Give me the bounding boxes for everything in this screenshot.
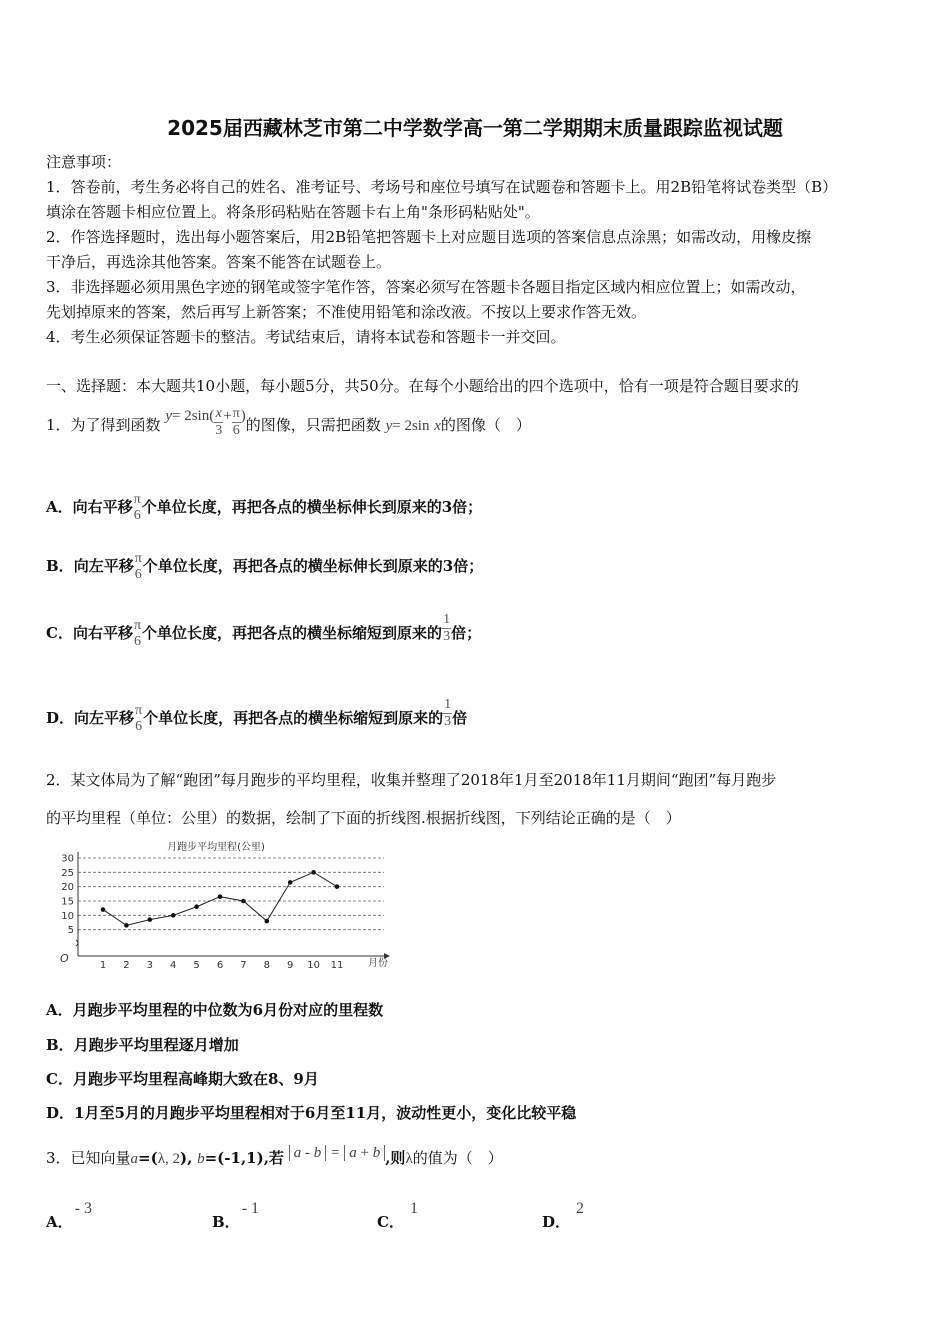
abs-a: a <box>293 1145 302 1161</box>
chart-x-tick-label: 1 <box>99 960 107 971</box>
abs-a: a <box>349 1145 357 1161</box>
option-pre: 向左平移 <box>74 709 135 727</box>
q1-prefix: 1．为了得到函数 <box>46 416 161 434</box>
chart-x-tick-label: 3 <box>146 960 153 971</box>
notice-line: 3．非选择题必须用黑色字迹的钢笔或签字笔作答，答案必须写在答题卡各题目指定区域内相应位置上；如需改动， <box>46 278 806 296</box>
q3-eq1: =( <box>138 1149 158 1167</box>
frac-den: 6 <box>134 567 142 582</box>
abs-b: b <box>313 1145 322 1161</box>
q1-option-c[interactable] <box>46 604 481 662</box>
chart-x-axis-label: 月份 <box>368 958 388 969</box>
chart-y-tick-label: 5 <box>67 925 74 937</box>
q2-option-a[interactable] <box>46 998 383 1022</box>
chart-y-tick-label: 25 <box>61 867 74 879</box>
running-line-chart <box>56 838 396 972</box>
chart-data-point <box>124 923 129 928</box>
q3-vector-a: a <box>130 1151 139 1167</box>
chart-x-tick-label: 2 <box>123 960 130 971</box>
q3-comma2: , 2 <box>165 1151 180 1167</box>
abs-plus: + <box>360 1145 369 1161</box>
option-text: 月跑步平均里程高峰期大致在8、9月 <box>72 1070 319 1088</box>
q2-option-b[interactable] <box>46 1033 239 1057</box>
option-label: C． <box>46 1070 73 1088</box>
notice-line: 1．答卷前，考生务必将自己的姓名、准考证号、考场号和座位号填写在试题卷和答题卡上。用2B铅笔将试卷类型（B） <box>46 178 838 196</box>
q1-mid: 的图像，只需把函数 <box>245 416 381 434</box>
option-label: D． <box>46 1104 75 1122</box>
option-label: A． <box>46 1001 73 1019</box>
question-1 <box>46 400 531 450</box>
option-post: 个单位长度，再把各点的横坐标伸长到原来的3倍； <box>142 557 484 575</box>
chart-x-tick-label: 10 <box>307 960 320 971</box>
fraction-pi-6 <box>134 551 143 583</box>
option-end: 倍； <box>451 624 482 642</box>
q3-option-b[interactable] <box>212 1196 259 1232</box>
q1-frac-num: π <box>232 405 240 421</box>
q3-option-d[interactable] <box>542 1196 584 1232</box>
frac-den: 3 <box>443 628 451 644</box>
q1-func1-eq: = 2sin( <box>172 408 215 424</box>
q3-abs-sum <box>344 1145 385 1161</box>
fraction-pi-6 <box>134 703 143 735</box>
abs-b: b <box>372 1145 381 1161</box>
option-pre: 向右平移 <box>72 498 133 516</box>
option-label: A． <box>46 1213 73 1231</box>
notice-line: 4．考生必须保证答题卡的整洁。考试结束后，请将本试卷和答题卡一并交回。 <box>46 328 566 346</box>
q1-plus: + <box>223 408 232 424</box>
fraction-pi-6 <box>133 492 142 524</box>
page-title: 2025届西藏林芝市第二中学数学高一第二学期期末质量跟踪监视试题 <box>167 116 783 140</box>
option-value: 1 <box>409 1200 418 1217</box>
q1-fraction-pi-6 <box>232 406 241 439</box>
q3-prefix: 3．已知向量 <box>46 1149 131 1167</box>
q3-suffix-lambda: λ <box>405 1151 413 1167</box>
frac-den: 6 <box>133 508 141 523</box>
chart-data-point <box>241 899 246 904</box>
question-3 <box>46 1136 503 1180</box>
notice-line: 2．作答选择题时，选出每小题答案后，用2B铅笔把答题卡上对应题目选项的答案信息点涂黑；如需改动，用橡皮擦 <box>46 228 812 246</box>
option-label: B． <box>46 557 74 575</box>
frac-den: 6 <box>135 719 143 734</box>
notice-heading: 注意事项： <box>46 153 122 171</box>
frac-num: π <box>135 703 143 718</box>
option-label: C． <box>377 1213 404 1231</box>
fraction-1-3 <box>442 612 451 645</box>
chart-data-point <box>218 894 223 899</box>
q3-vector-b: b <box>197 1151 205 1167</box>
chart-data-point <box>311 870 316 875</box>
option-label: B． <box>212 1213 240 1231</box>
q3-suffix-pre: ,则 <box>385 1149 406 1167</box>
q3-eq2: =(-1,1),若 <box>204 1149 284 1167</box>
question-2-line2: 的平均里程（单位：公里）的数据，绘制了下面的折线图.根据折线图，下列结论正确的是（ ） <box>46 809 681 827</box>
q1-frac-den: 3 <box>215 422 223 438</box>
option-post: 个单位长度，再把各点的横坐标伸长到原来的3倍； <box>141 498 483 516</box>
question-2-line1: 2．某文体局为了解“跑团”每月跑步的平均里程，收集并整理了2018年1月至2018年11月期间“跑团”每月跑步 <box>46 771 777 789</box>
chart-y-tick-label: 20 <box>61 882 74 894</box>
chart-data-point <box>148 917 153 922</box>
chart-title: 月跑步平均里程(公里) <box>167 842 265 853</box>
chart-y-tick-label: 15 <box>61 896 74 908</box>
chart-x-tick-label: 5 <box>193 960 200 971</box>
chart-y-tick-label: 10 <box>61 910 74 922</box>
frac-num: π <box>133 618 142 633</box>
option-label: B． <box>46 1036 74 1054</box>
option-value: 2 <box>576 1200 585 1217</box>
q1-option-d[interactable] <box>46 689 467 747</box>
q1-fraction-x-3 <box>214 406 223 439</box>
option-label: C． <box>46 624 73 642</box>
option-post: 个单位长度，再把各点的横坐标缩短到原来的 <box>143 709 444 727</box>
q1-func2-x: x <box>434 418 441 434</box>
option-pre: 向右平移 <box>72 624 133 642</box>
q1-frac-num: x <box>215 405 222 421</box>
option-label: D． <box>542 1213 571 1231</box>
section-heading: 一、选择题：本大题共10小题，每小题5分，共50分。在每个小题给出的四个选项中，恰有一项是符合题目要求的 <box>46 377 799 395</box>
notice-line: 填涂在答题卡相应位置上。将条形码粘贴在答题卡右上角"条形码粘贴处"。 <box>46 203 540 221</box>
chart-data-point <box>265 919 270 924</box>
chart-data-point <box>101 907 106 912</box>
q1-suffix: 的图像（ ） <box>440 416 531 434</box>
chart-x-tick-label: 8 <box>263 960 270 971</box>
chart-x-tick-label: 4 <box>170 960 177 971</box>
notice-line: 先划掉原来的答案，然后再写上新答案；不准使用铅笔和涂改液。不按以上要求作答无效。 <box>46 303 647 321</box>
chart-data-point <box>194 904 199 909</box>
q1-option-a[interactable] <box>46 485 482 529</box>
chart-x-tick-label: 7 <box>240 960 247 971</box>
q3-suffix-post: 的值为（ ） <box>412 1149 503 1167</box>
chart-x-tick-label: 11 <box>330 960 344 971</box>
q1-func1-y: y <box>165 408 172 424</box>
chart-x-tick-label: 6 <box>216 960 224 971</box>
option-text: 月跑步平均里程的中位数为6月份对应的里程数 <box>72 1001 384 1019</box>
notice-line: 干净后，再选涂其他答案。答案不能答在试题卷上。 <box>46 253 392 271</box>
option-value: - 1 <box>241 1200 260 1217</box>
chart-data-point <box>288 880 293 885</box>
abs-minus: - <box>304 1145 310 1161</box>
frac-num: π <box>134 551 142 566</box>
q3-option-a[interactable] <box>46 1196 92 1232</box>
option-pre: 向左平移 <box>73 557 134 575</box>
fraction-pi-6 <box>133 618 142 650</box>
chart-data-point <box>171 913 176 918</box>
q3-close1: ), <box>180 1149 193 1167</box>
frac-num: 1 <box>443 611 451 627</box>
q3-abs-diff <box>289 1145 327 1161</box>
frac-den: 6 <box>134 634 141 649</box>
option-text: 1月至5月的月跑步平均里程相对于6月至11月，波动性更小，变化比较平稳 <box>74 1104 577 1122</box>
chart-origin-label: O <box>60 952 69 965</box>
q3-abs-eq: = <box>330 1145 340 1161</box>
chart-y-tick-label: 30 <box>61 853 74 865</box>
option-end: 倍 <box>452 709 468 727</box>
option-value: - 3 <box>74 1200 92 1217</box>
frac-num: π <box>133 492 141 507</box>
option-label: D． <box>46 709 75 727</box>
fraction-1-3 <box>443 697 452 730</box>
chart-data-point <box>335 884 340 889</box>
q1-close-paren: ) <box>240 408 246 424</box>
frac-den: 3 <box>444 713 452 729</box>
q3-lambda: λ <box>157 1151 165 1167</box>
q1-option-b[interactable] <box>46 544 483 588</box>
q3-option-c[interactable] <box>377 1196 418 1232</box>
chart-x-tick-label: 9 <box>287 960 294 971</box>
q1-func2-y: y <box>385 418 393 434</box>
option-text: 月跑步平均里程逐月增加 <box>73 1036 239 1054</box>
frac-num: 1 <box>444 696 452 712</box>
option-post: 个单位长度，再把各点的横坐标缩短到原来的 <box>142 624 443 642</box>
q2-option-d[interactable] <box>46 1101 576 1125</box>
q1-func2-eq: = 2sin <box>392 418 430 434</box>
option-label: A． <box>46 498 73 516</box>
q2-option-c[interactable] <box>46 1067 319 1091</box>
q1-frac-den: 6 <box>232 422 240 438</box>
